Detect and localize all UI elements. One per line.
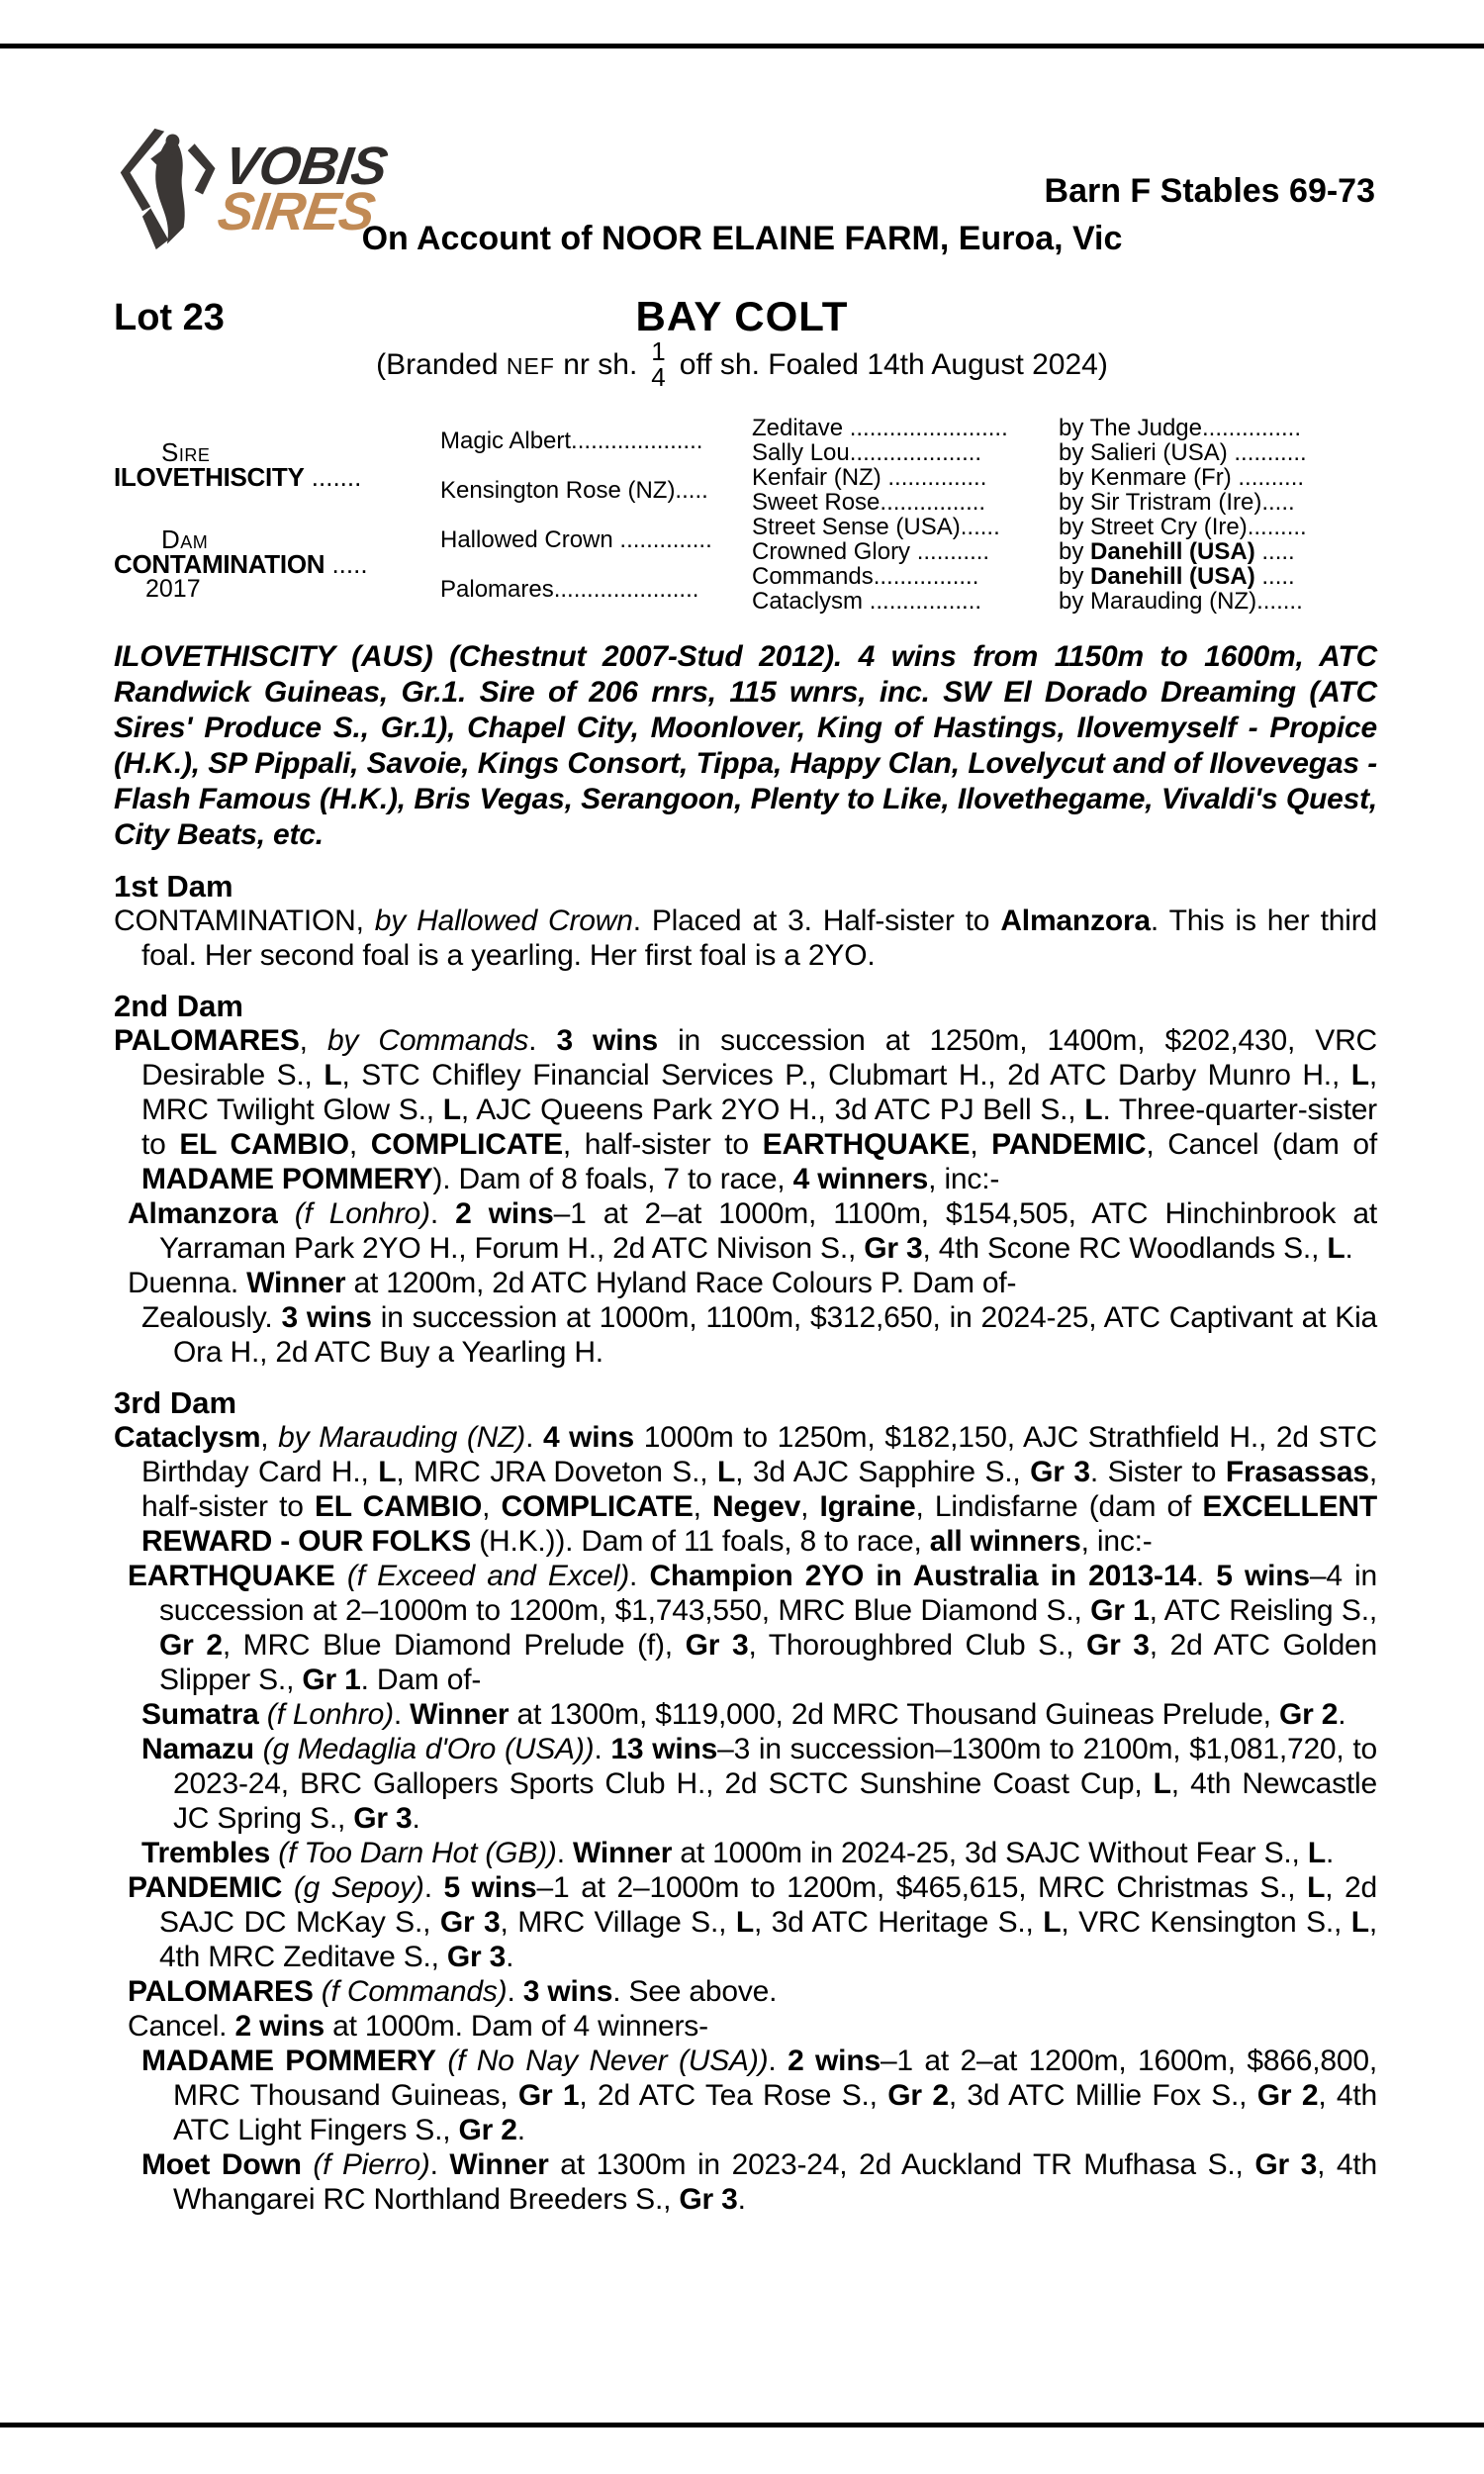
dam-dots: ..... — [325, 551, 368, 577]
pedigree-by-cell: by Kenmare (Fr) .......... — [1059, 465, 1305, 490]
sire-name: ILOVETHISCITY ....... — [114, 465, 440, 490]
pedigree-by-cell: by The Judge............... — [1059, 416, 1302, 440]
pedigree-row — [752, 539, 1377, 564]
pedigree-paragraph: CONTAMINATION, by Hallowed Crown. Placed at 3. Half-sister to Almanzora. This is her third foal. Her second foal is a yearling. Her first foal is a 2YO. — [114, 904, 1377, 972]
sire-label: Sire — [161, 437, 211, 467]
section-heading-3rd-dam: 3rd Dam — [114, 1385, 237, 1420]
pedigree-paragraph: Trembles (f Too Darn Hot (GB)). Winner at 1000m in 2024-25, 3d SAJC Without Fear S., L. — [141, 1837, 1335, 1869]
pedigree-gen2-item: Kensington Rose (NZ)..... — [440, 476, 708, 504]
barn-info: Barn F Stables 69-73 — [1044, 172, 1375, 210]
page-title: BAY COLT — [635, 293, 849, 339]
body-column — [114, 416, 1377, 2217]
section-heading-1st-dam: 1st Dam — [114, 869, 233, 904]
pedigree-name-cell: Crowned Glory ........... — [752, 539, 990, 564]
account-line: On Account of NOOR ELAINE FARM, Euroa, Vic — [361, 220, 1123, 257]
pedigree-paragraph: EARTHQUAKE (f Exceed and Excel). Champion 2YO in Australia in 2013-14. 5 wins–4 in succession at 2–1000m to 1200m, $1,743,550, MRC Blue Diamond S., Gr 1, ATC Reisling S., Gr 2, MRC Blue Diamond Prelude (f), Gr 3, Thoroughbred Club S., Gr 3, 2d ATC Golden Slipper S., Gr 1. Dam of- — [128, 1560, 1378, 1696]
pedigree-paragraph: Zealously. 3 wins in succession at 1000m, 1100m, $312,650, in 2024-25, ATC Captivant at Kia Ora H., 2d ATC Buy a Yearling H. — [141, 1301, 1378, 1369]
section-heading-2nd-dam: 2nd Dam — [114, 989, 243, 1023]
top-rule — [0, 44, 1484, 48]
logo-word-sires: SIRES — [214, 181, 379, 241]
pedigree-row — [752, 589, 1377, 614]
logo-word-vobis: VOBIS — [221, 136, 391, 196]
lot-number: Lot 23 — [114, 297, 225, 338]
pedigree-paragraph: Moet Down (f Pierro). Winner at 1300m in 2023-24, 2d Auckland TR Mufhasa S., Gr 3, 4th Whangarei RC Northland Breeders S., Gr 3. — [141, 2148, 1377, 2216]
pedigree-by-cell: by Salieri (USA) ........... — [1059, 440, 1307, 465]
pedigree-name-cell: Zeditave ........................ — [752, 416, 1008, 440]
sire-block — [114, 416, 440, 515]
pedigree-by-cell: by Danehill (USA) ..... — [1059, 539, 1295, 564]
pedigree-paragraph: Cancel. 2 wins at 1000m. Dam of 4 winners- — [128, 2010, 708, 2043]
pedigree-name-cell: Street Sense (USA)...... — [752, 515, 1000, 539]
pedigree-name-cell: Sally Lou.................... — [752, 440, 982, 465]
pedigree-name-cell: Kenfair (NZ) ............... — [752, 465, 987, 490]
pedigree-by-cell: by Danehill (USA) ..... — [1059, 564, 1295, 589]
pedigree-row — [752, 490, 1377, 515]
pedigree-row — [752, 515, 1377, 539]
brand-suffix: off sh. Foaled 14th August 2024) — [679, 347, 1108, 381]
pedigree-gen2-item: Palomares...................... — [440, 575, 699, 603]
pedigree-paragraph: MADAME POMMERY (f No Nay Never (USA)). 2 wins–1 at 2–at 1200m, 1600m, $866,800, MRC Thousand Guineas, Gr 1, 2d ATC Tea Rose S., Gr 2, 3d ATC Millie Fox S., Gr 2, 4th ATC Light Fingers S., Gr 2. — [141, 2045, 1378, 2146]
pedigree-paragraph: PALOMARES (f Commands). 3 wins. See above. — [128, 1975, 778, 2008]
pedigree-row — [752, 564, 1377, 589]
pedigree-table — [114, 416, 1377, 614]
pedigree-name-cell: Sweet Rose................ — [752, 490, 986, 515]
sire-dots: ....... — [304, 465, 362, 490]
pedigree-paragraph: Cataclysm, by Marauding (NZ). 4 wins 1000m to 1250m, $182,150, AJC Strathfield H., 2d STC Birthday Card H., L, MRC JRA Doveton S., L, 3d AJC Sapphire S., Gr 3. Sister to Frasassas, half-sister to EL CAMBIO, COMPLICATE, Negev, Igraine, Lindisfarne (dam of EXCELLENT REWARD - OUR FOLKS (H.K.)). Dam of 11 foals, 8 to race, all winners, inc:- — [114, 1421, 1377, 1558]
dam-block — [114, 515, 440, 614]
brand-fraction-bottom: 4 — [651, 362, 666, 392]
sire-description: ILOVETHISCITY (AUS) (Chestnut 2007-Stud 2012). 4 wins from 1150m to 1600m, ATC Randwick Guineas, Gr.1. Sire of 206 rnrs, 115 wnrs, inc. SW El Dorado Dreaming (ATC Sires' Produce S., Gr.1), Chapel City, Moonlover, King of Hastings, Ilovemyself - Propice (H.K.), SP Pippali, Savoie, Kings Consort, Tippa, Happy Clan, Lovelycut and of Ilovevegas - Flash Famous (H.K.), Bris Vegas, Serangoon, Plenty to Like, Ilovethegame, Vivaldi's Quest, City Beats, etc. — [114, 640, 1377, 851]
pedigree-row — [752, 440, 1377, 465]
dam-name: CONTAMINATION ..... — [114, 552, 440, 577]
pedigree-gen2-item: Hallowed Crown .............. — [440, 525, 712, 553]
pedigree-row — [752, 465, 1377, 490]
pedigree-gen2-column — [440, 416, 752, 614]
brand-fraction-top: 1 — [651, 336, 666, 366]
pedigree-by-cell: by Marauding (NZ)....... — [1059, 589, 1303, 614]
pedigree-row — [752, 416, 1377, 440]
pedigree-name-cell: Commands................ — [752, 564, 979, 589]
brand-mid: nr sh. — [563, 347, 638, 381]
pedigree-paragraph: PANDEMIC (g Sepoy). 5 wins–1 at 2–1000m to 1200m, $465,615, MRC Christmas S., L, 2d SAJC DC McKay S., Gr 3, MRC Village S., L, 3d ATC Heritage S., L, VRC Kensington S., L, 4th MRC Zeditave S., Gr 3. — [128, 1871, 1378, 1973]
pedigree-paragraph: Namazu (g Medaglia d'Oro (USA)). 13 wins–3 in succession–1300m to 2100m, $1,081,720, to 2023-24, BRC Gallopers Sports Club H., 2d SCTC Sunshine Coast Cup, L, 4th Newcastle JC Spring S., Gr 3. — [141, 1733, 1377, 1835]
pedigree-paragraph: Almanzora (f Lonhro). 2 wins–1 at 2–at 1000m, 1100m, $154,505, ATC Hinchinbrook at Yarraman Park 2YO H., Forum H., 2d ATC Nivison S., Gr 3, 4th Scone RC Woodlands S., L. — [128, 1197, 1377, 1265]
brand-line — [0, 336, 1484, 392]
pedigree-gen1-column — [114, 416, 440, 614]
pedigree-name-cell: Cataclysm ................. — [752, 589, 982, 614]
pedigree-paragraph: PALOMARES, by Commands. 3 wins in succession at 1250m, 1400m, $202,430, VRC Desirable S., L, STC Chifley Financial Services P., Clubmart H., 2d ATC Darby Munro H., L, MRC Twilight Glow S., L, AJC Queens Park 2YO H., 3d ATC PJ Bell S., L. Three-quarter-sister to EL CAMBIO, COMPLICATE, half-sister to EARTHQUAKE, PANDEMIC, Cancel (dam of MADAME POMMERY). Dam of 8 foals, 7 to race, 4 winners, inc:- — [114, 1024, 1378, 1195]
pedigree-by-cell: by Street Cry (Ire)......... — [1059, 515, 1307, 539]
pedigree-gen3-column — [752, 416, 1377, 614]
brand-prefix: (Branded — [376, 347, 499, 381]
brand-letters: NEF — [506, 352, 555, 379]
brand-fraction — [651, 338, 665, 390]
dam-label: Dam — [161, 523, 209, 554]
pedigree-paragraph: Sumatra (f Lonhro). Winner at 1300m, $119,000, 2d MRC Thousand Guineas Prelude, Gr 2. — [141, 1698, 1346, 1731]
bottom-rule — [0, 2423, 1484, 2427]
pedigree-by-cell: by Sir Tristram (Ire)..... — [1059, 490, 1295, 515]
dam-year: 2017 — [145, 574, 201, 603]
pedigree-gen2-item: Magic Albert.................... — [440, 427, 703, 454]
pedigree-paragraph: Duenna. Winner at 1200m, 2d ATC Hyland Race Colours P. Dam of- — [128, 1267, 1017, 1299]
